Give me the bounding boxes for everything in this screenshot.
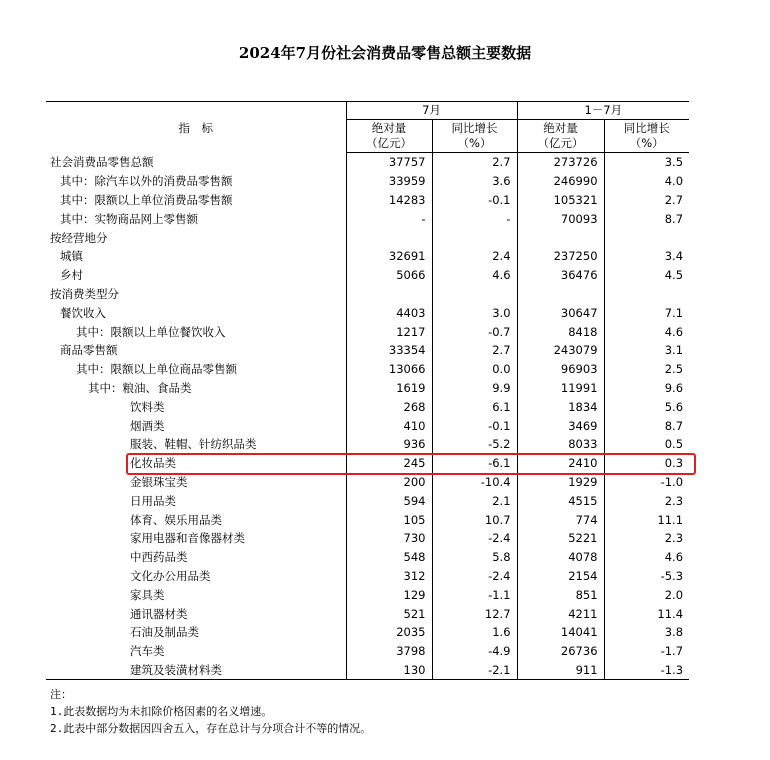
cell-ytd-yoy: 3.1: [604, 341, 689, 360]
cell-month-yoy: 2.4: [432, 247, 517, 266]
cell-ytd-yoy: 4.6: [604, 548, 689, 567]
cell-ytd-abs: 243079: [517, 341, 604, 360]
row-label: 烟酒类: [130, 418, 165, 433]
cell-month-yoy: -2.1: [432, 661, 517, 680]
table-row: [46, 661, 689, 680]
table-row: [46, 529, 689, 548]
cell-month-abs: 37757: [346, 153, 432, 172]
cell-month-abs: 936: [346, 435, 432, 454]
cell-ytd-yoy: -5.3: [604, 567, 689, 586]
cell-ytd-yoy: 11.4: [604, 604, 689, 623]
row-label: 金银珠宝类: [130, 474, 188, 489]
row-label: 中西药品类: [130, 550, 188, 565]
table-row: [46, 209, 689, 228]
cell-month-abs: 730: [346, 529, 432, 548]
cell-month-abs: 410: [346, 416, 432, 435]
cell-month-abs: 3798: [346, 642, 432, 661]
row-label: 体育、娱乐用品类: [130, 512, 222, 527]
cell-month-yoy: 10.7: [432, 510, 517, 529]
note-item: 2.此表中部分数据因四舍五入，存在总计与分项合计不等的情况。: [50, 722, 372, 735]
cell-month-yoy: [432, 228, 517, 247]
cell-month-abs: 594: [346, 491, 432, 510]
row-label: 汽车类: [130, 644, 165, 659]
header-indicator: 指 标: [46, 102, 346, 153]
cell-month-abs: 129: [346, 585, 432, 604]
cell-ytd-abs: 4211: [517, 604, 604, 623]
row-label: 其中：限额以上单位商品零售额: [76, 362, 237, 377]
cell-month-abs: 2035: [346, 623, 432, 642]
cell-ytd-abs: 96903: [517, 360, 604, 379]
table-row: [46, 285, 689, 304]
row-label: 化妆品类: [130, 456, 176, 471]
row-label: 其中：限额以上单位消费品零售额: [60, 192, 233, 207]
row-label: 其中：实物商品网上零售额: [60, 211, 198, 226]
cell-month-yoy: -0.7: [432, 322, 517, 341]
cell-month-yoy: -4.9: [432, 642, 517, 661]
cell-ytd-yoy: 2.0: [604, 585, 689, 604]
table-row: [46, 228, 689, 247]
notes-label: 注：: [50, 688, 72, 701]
row-label: 其中：限额以上单位餐饮收入: [76, 324, 226, 339]
cell-month-abs: 245: [346, 454, 432, 473]
table-row: [46, 341, 689, 360]
table-row: [46, 153, 689, 172]
cell-ytd-yoy: 2.7: [604, 191, 689, 210]
cell-ytd-abs: 3469: [517, 416, 604, 435]
cell-ytd-yoy: 5.6: [604, 397, 689, 416]
cell-month-yoy: 5.8: [432, 548, 517, 567]
cell-ytd-yoy: 3.8: [604, 623, 689, 642]
table-row: [46, 360, 689, 379]
cell-month-yoy: -10.4: [432, 473, 517, 492]
cell-ytd-yoy: 2.5: [604, 360, 689, 379]
table-row: [46, 435, 689, 454]
page-title: 2024年7月份社会消费品零售总额主要数据: [238, 44, 532, 62]
cell-month-abs: 521: [346, 604, 432, 623]
cell-ytd-abs: 273726: [517, 153, 604, 172]
table-body: [46, 153, 689, 680]
cell-ytd-abs: [517, 285, 604, 304]
table-row: [46, 303, 689, 322]
cell-ytd-abs: 8033: [517, 435, 604, 454]
cell-month-yoy: 6.1: [432, 397, 517, 416]
cell-month-yoy: 2.7: [432, 341, 517, 360]
cell-month-yoy: 9.9: [432, 379, 517, 398]
cell-month-abs: 200: [346, 473, 432, 492]
cell-month-abs: 548: [346, 548, 432, 567]
cell-month-yoy: 3.6: [432, 172, 517, 191]
table-row: [46, 604, 689, 623]
cell-ytd-abs: 246990: [517, 172, 604, 191]
cell-ytd-abs: 2410: [517, 454, 604, 473]
table-row: [46, 623, 689, 642]
cell-month-yoy: 1.6: [432, 623, 517, 642]
cell-month-yoy: 0.0: [432, 360, 517, 379]
cell-ytd-yoy: -1.0: [604, 473, 689, 492]
cell-ytd-abs: 911: [517, 661, 604, 680]
cell-month-abs: 130: [346, 661, 432, 680]
cell-ytd-yoy: 3.5: [604, 153, 689, 172]
row-label: 服装、鞋帽、针纺织品类: [130, 437, 257, 452]
cell-ytd-abs: 36476: [517, 266, 604, 285]
cell-month-yoy: -1.1: [432, 585, 517, 604]
cell-month-abs: 4403: [346, 303, 432, 322]
cell-month-abs: 268: [346, 397, 432, 416]
row-label: 按经营地分: [50, 230, 108, 245]
cell-ytd-abs: 774: [517, 510, 604, 529]
cell-ytd-yoy: -1.3: [604, 661, 689, 680]
cell-month-yoy: 2.7: [432, 153, 517, 172]
row-label: 商品零售额: [60, 343, 118, 358]
cell-ytd-yoy: 0.5: [604, 435, 689, 454]
cell-month-abs: 1217: [346, 322, 432, 341]
highlight-box: [126, 453, 696, 475]
cell-ytd-abs: 14041: [517, 623, 604, 642]
cell-month-abs: 32691: [346, 247, 432, 266]
cell-month-yoy: -0.1: [432, 416, 517, 435]
cell-ytd-yoy: 11.1: [604, 510, 689, 529]
cell-month-yoy: 4.6: [432, 266, 517, 285]
cell-ytd-abs: 8418: [517, 322, 604, 341]
retail-sales-table: [46, 101, 689, 680]
table-row: [46, 473, 689, 492]
cell-ytd-yoy: 7.1: [604, 303, 689, 322]
row-label: 其中：粮油、食品类: [88, 380, 192, 395]
cell-ytd-abs: 11991: [517, 379, 604, 398]
row-label: 家具类: [130, 587, 165, 602]
table-row: [46, 322, 689, 341]
cell-ytd-abs: 851: [517, 585, 604, 604]
row-label: 石油及制品类: [130, 625, 199, 640]
cell-ytd-abs: 237250: [517, 247, 604, 266]
row-label: 饮料类: [130, 399, 165, 414]
row-label: 其中：除汽车以外的消费品零售额: [60, 174, 233, 189]
cell-month-yoy: 3.0: [432, 303, 517, 322]
cell-ytd-yoy: 4.6: [604, 322, 689, 341]
row-label: 乡村: [60, 268, 83, 283]
cell-ytd-abs: 30647: [517, 303, 604, 322]
row-label: 通讯器材类: [130, 606, 188, 621]
table-row: [46, 247, 689, 266]
table-row: [46, 191, 689, 210]
cell-ytd-yoy: 2.3: [604, 491, 689, 510]
table-row: [46, 416, 689, 435]
notes: [50, 686, 371, 737]
cell-month-abs: 14283: [346, 191, 432, 210]
header-yoy-month: 同比增长 （%）: [432, 120, 517, 153]
cell-ytd-abs: [517, 228, 604, 247]
cell-month-yoy: -2.4: [432, 529, 517, 548]
row-label: 文化办公用品类: [130, 568, 211, 583]
cell-month-abs: 33354: [346, 341, 432, 360]
cell-ytd-yoy: 9.6: [604, 379, 689, 398]
cell-month-abs: 312: [346, 567, 432, 586]
cell-month-abs: [346, 285, 432, 304]
cell-month-yoy: -5.2: [432, 435, 517, 454]
cell-ytd-yoy: 0.3: [604, 454, 689, 473]
cell-ytd-abs: 1834: [517, 397, 604, 416]
cell-month-yoy: [432, 285, 517, 304]
row-label: 城镇: [60, 249, 83, 264]
cell-month-abs: 33959: [346, 172, 432, 191]
row-label: 社会消费品零售总额: [50, 155, 154, 170]
cell-month-yoy: -0.1: [432, 191, 517, 210]
cell-ytd-yoy: 4.5: [604, 266, 689, 285]
table-row: [46, 510, 689, 529]
header-yoy-ytd: 同比增长 （%）: [604, 120, 689, 153]
cell-month-abs: [346, 228, 432, 247]
cell-month-abs: 5066: [346, 266, 432, 285]
header-period-ytd: 1－7月: [517, 102, 689, 120]
cell-month-abs: 13066: [346, 360, 432, 379]
cell-ytd-yoy: [604, 285, 689, 304]
table-row: [46, 585, 689, 604]
cell-month-yoy: -6.1: [432, 454, 517, 473]
table-row: [46, 397, 689, 416]
cell-ytd-yoy: [604, 228, 689, 247]
cell-month-yoy: 2.1: [432, 491, 517, 510]
cell-month-yoy: -: [432, 209, 517, 228]
cell-ytd-abs: 2154: [517, 567, 604, 586]
row-label: 家用电器和音像器材类: [130, 531, 245, 546]
cell-ytd-yoy: 3.4: [604, 247, 689, 266]
cell-ytd-yoy: 8.7: [604, 209, 689, 228]
table-row: [46, 642, 689, 661]
row-label: 按消费类型分: [50, 286, 119, 301]
header-period-month: 7月: [346, 102, 517, 120]
cell-ytd-yoy: -1.7: [604, 642, 689, 661]
header-abs-month: 绝对量 （亿元）: [346, 120, 432, 153]
table-row: [46, 266, 689, 285]
note-item: 1.此表数据均为未扣除价格因素的名义增速。: [50, 705, 273, 718]
cell-ytd-abs: 1929: [517, 473, 604, 492]
cell-ytd-yoy: 4.0: [604, 172, 689, 191]
cell-ytd-yoy: 8.7: [604, 416, 689, 435]
row-label: 建筑及装潢材料类: [46, 661, 346, 680]
table-row: [46, 379, 689, 398]
cell-month-abs: 105: [346, 510, 432, 529]
row-label: 日用品类: [130, 493, 176, 508]
table-row: [46, 548, 689, 567]
table-row: [46, 567, 689, 586]
cell-month-abs: 1619: [346, 379, 432, 398]
cell-ytd-yoy: 2.3: [604, 529, 689, 548]
cell-ytd-abs: 26736: [517, 642, 604, 661]
cell-ytd-abs: 105321: [517, 191, 604, 210]
cell-month-abs: -: [346, 209, 432, 228]
cell-ytd-abs: 4078: [517, 548, 604, 567]
row-label: 餐饮收入: [60, 305, 106, 320]
cell-ytd-abs: 5221: [517, 529, 604, 548]
table-row: [46, 491, 689, 510]
cell-ytd-abs: 4515: [517, 491, 604, 510]
cell-ytd-abs: 70093: [517, 209, 604, 228]
table-row: [46, 172, 689, 191]
cell-month-yoy: -2.4: [432, 567, 517, 586]
cell-month-yoy: 12.7: [432, 604, 517, 623]
header-abs-ytd: 绝对量 （亿元）: [517, 120, 604, 153]
